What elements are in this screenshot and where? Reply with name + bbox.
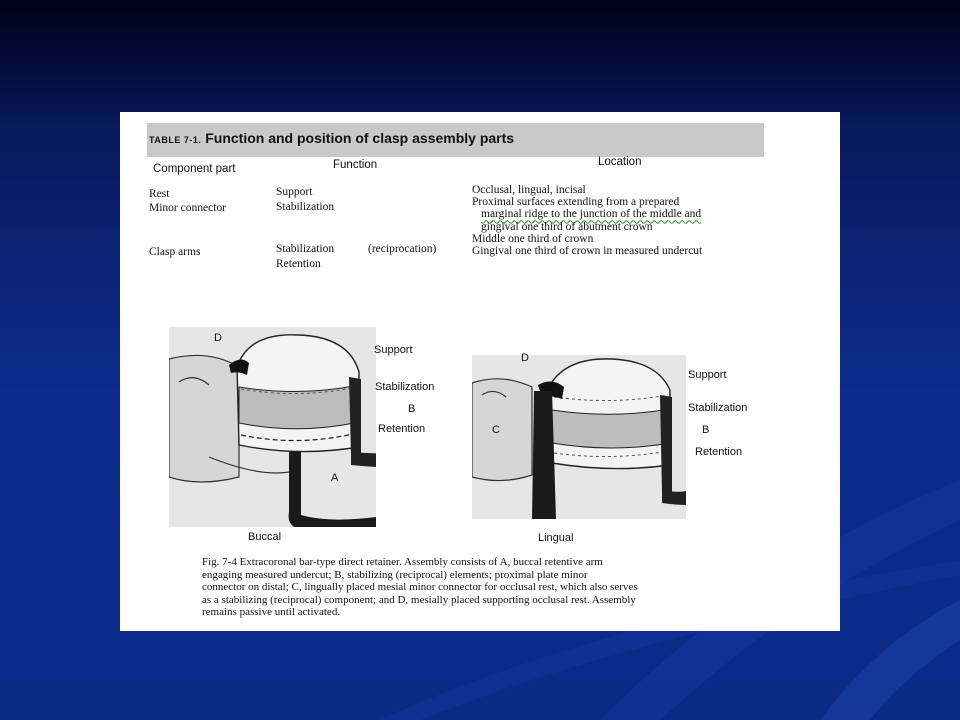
lingual-label-d: D — [521, 352, 529, 364]
buccal-label-retention: Retention — [378, 423, 426, 435]
row-minor-connector: Minor connector — [149, 202, 226, 214]
table-title — [149, 130, 514, 146]
lingual-label-b: B — [702, 424, 710, 436]
location-line: Middle one third of crown — [472, 232, 594, 245]
caption-line: engaging measured undercut; B, stabilizing (reciprocal) elements; proximal plate minor — [202, 568, 588, 581]
location-line: Gingival one third of crown in measured undercut — [472, 245, 703, 258]
buccal-label-support: Support — [374, 344, 413, 356]
buccal-label-stabilization: Stabilization — [375, 381, 435, 393]
lingual-label-c: C — [492, 424, 500, 436]
location-line: Occlusal, lingual, incisal — [472, 184, 586, 196]
function-retention: Retention — [276, 258, 321, 270]
location-line: gingival one third of abutment crown — [481, 220, 653, 233]
table-label: TABLE 7-1. — [149, 135, 202, 145]
function-reciprocation: (reciprocation) — [368, 243, 437, 255]
header-function: Function — [333, 159, 378, 171]
lingual-caption: Lingual — [538, 532, 574, 544]
header-location: Location — [598, 156, 642, 168]
scanned-document — [120, 112, 840, 631]
function-support: Support — [276, 186, 313, 198]
buccal-label-d: D — [214, 332, 222, 344]
lingual-tooth-illustration — [472, 355, 686, 519]
buccal-figure — [169, 327, 376, 527]
header-component-part: Component part — [153, 163, 236, 175]
caption-line: Fig. 7-4 Extracoronal bar-type direct retainer. Assembly consists of A, buccal retentive arm — [202, 556, 603, 568]
figure-caption — [202, 556, 762, 619]
lingual-figure — [472, 355, 686, 519]
table-title-text: Function and position of clasp assembly parts — [205, 130, 515, 146]
location-line: marginal ridge to the junction of the middle and — [481, 208, 702, 221]
row-clasp-arms: Clasp arms — [149, 246, 201, 258]
location-column — [472, 184, 702, 257]
function-stabilization-clasp: Stabilization — [276, 243, 335, 255]
caption-line: as a stabilizing (reciprocal) component; and D, mesially placed supporting occlusal rest. Assembly — [202, 593, 636, 606]
buccal-caption: Buccal — [248, 531, 282, 543]
buccal-label-a: A — [331, 472, 339, 484]
lingual-label-support: Support — [688, 369, 727, 381]
caption-line: remains passive until activated. — [202, 606, 341, 618]
lingual-label-retention: Retention — [695, 446, 743, 458]
buccal-tooth-illustration — [169, 327, 376, 527]
lingual-label-stabilization: Stabilization — [688, 402, 748, 414]
function-stabilization: Stabilization — [276, 201, 335, 213]
row-rest: Rest — [149, 188, 170, 200]
buccal-label-b: B — [408, 403, 416, 415]
caption-line: connector on distal; C, lingually placed mesial minor connector for occlusal rest, which also serves — [202, 581, 638, 593]
location-line: Proximal surfaces extending from a prepared — [472, 196, 680, 209]
